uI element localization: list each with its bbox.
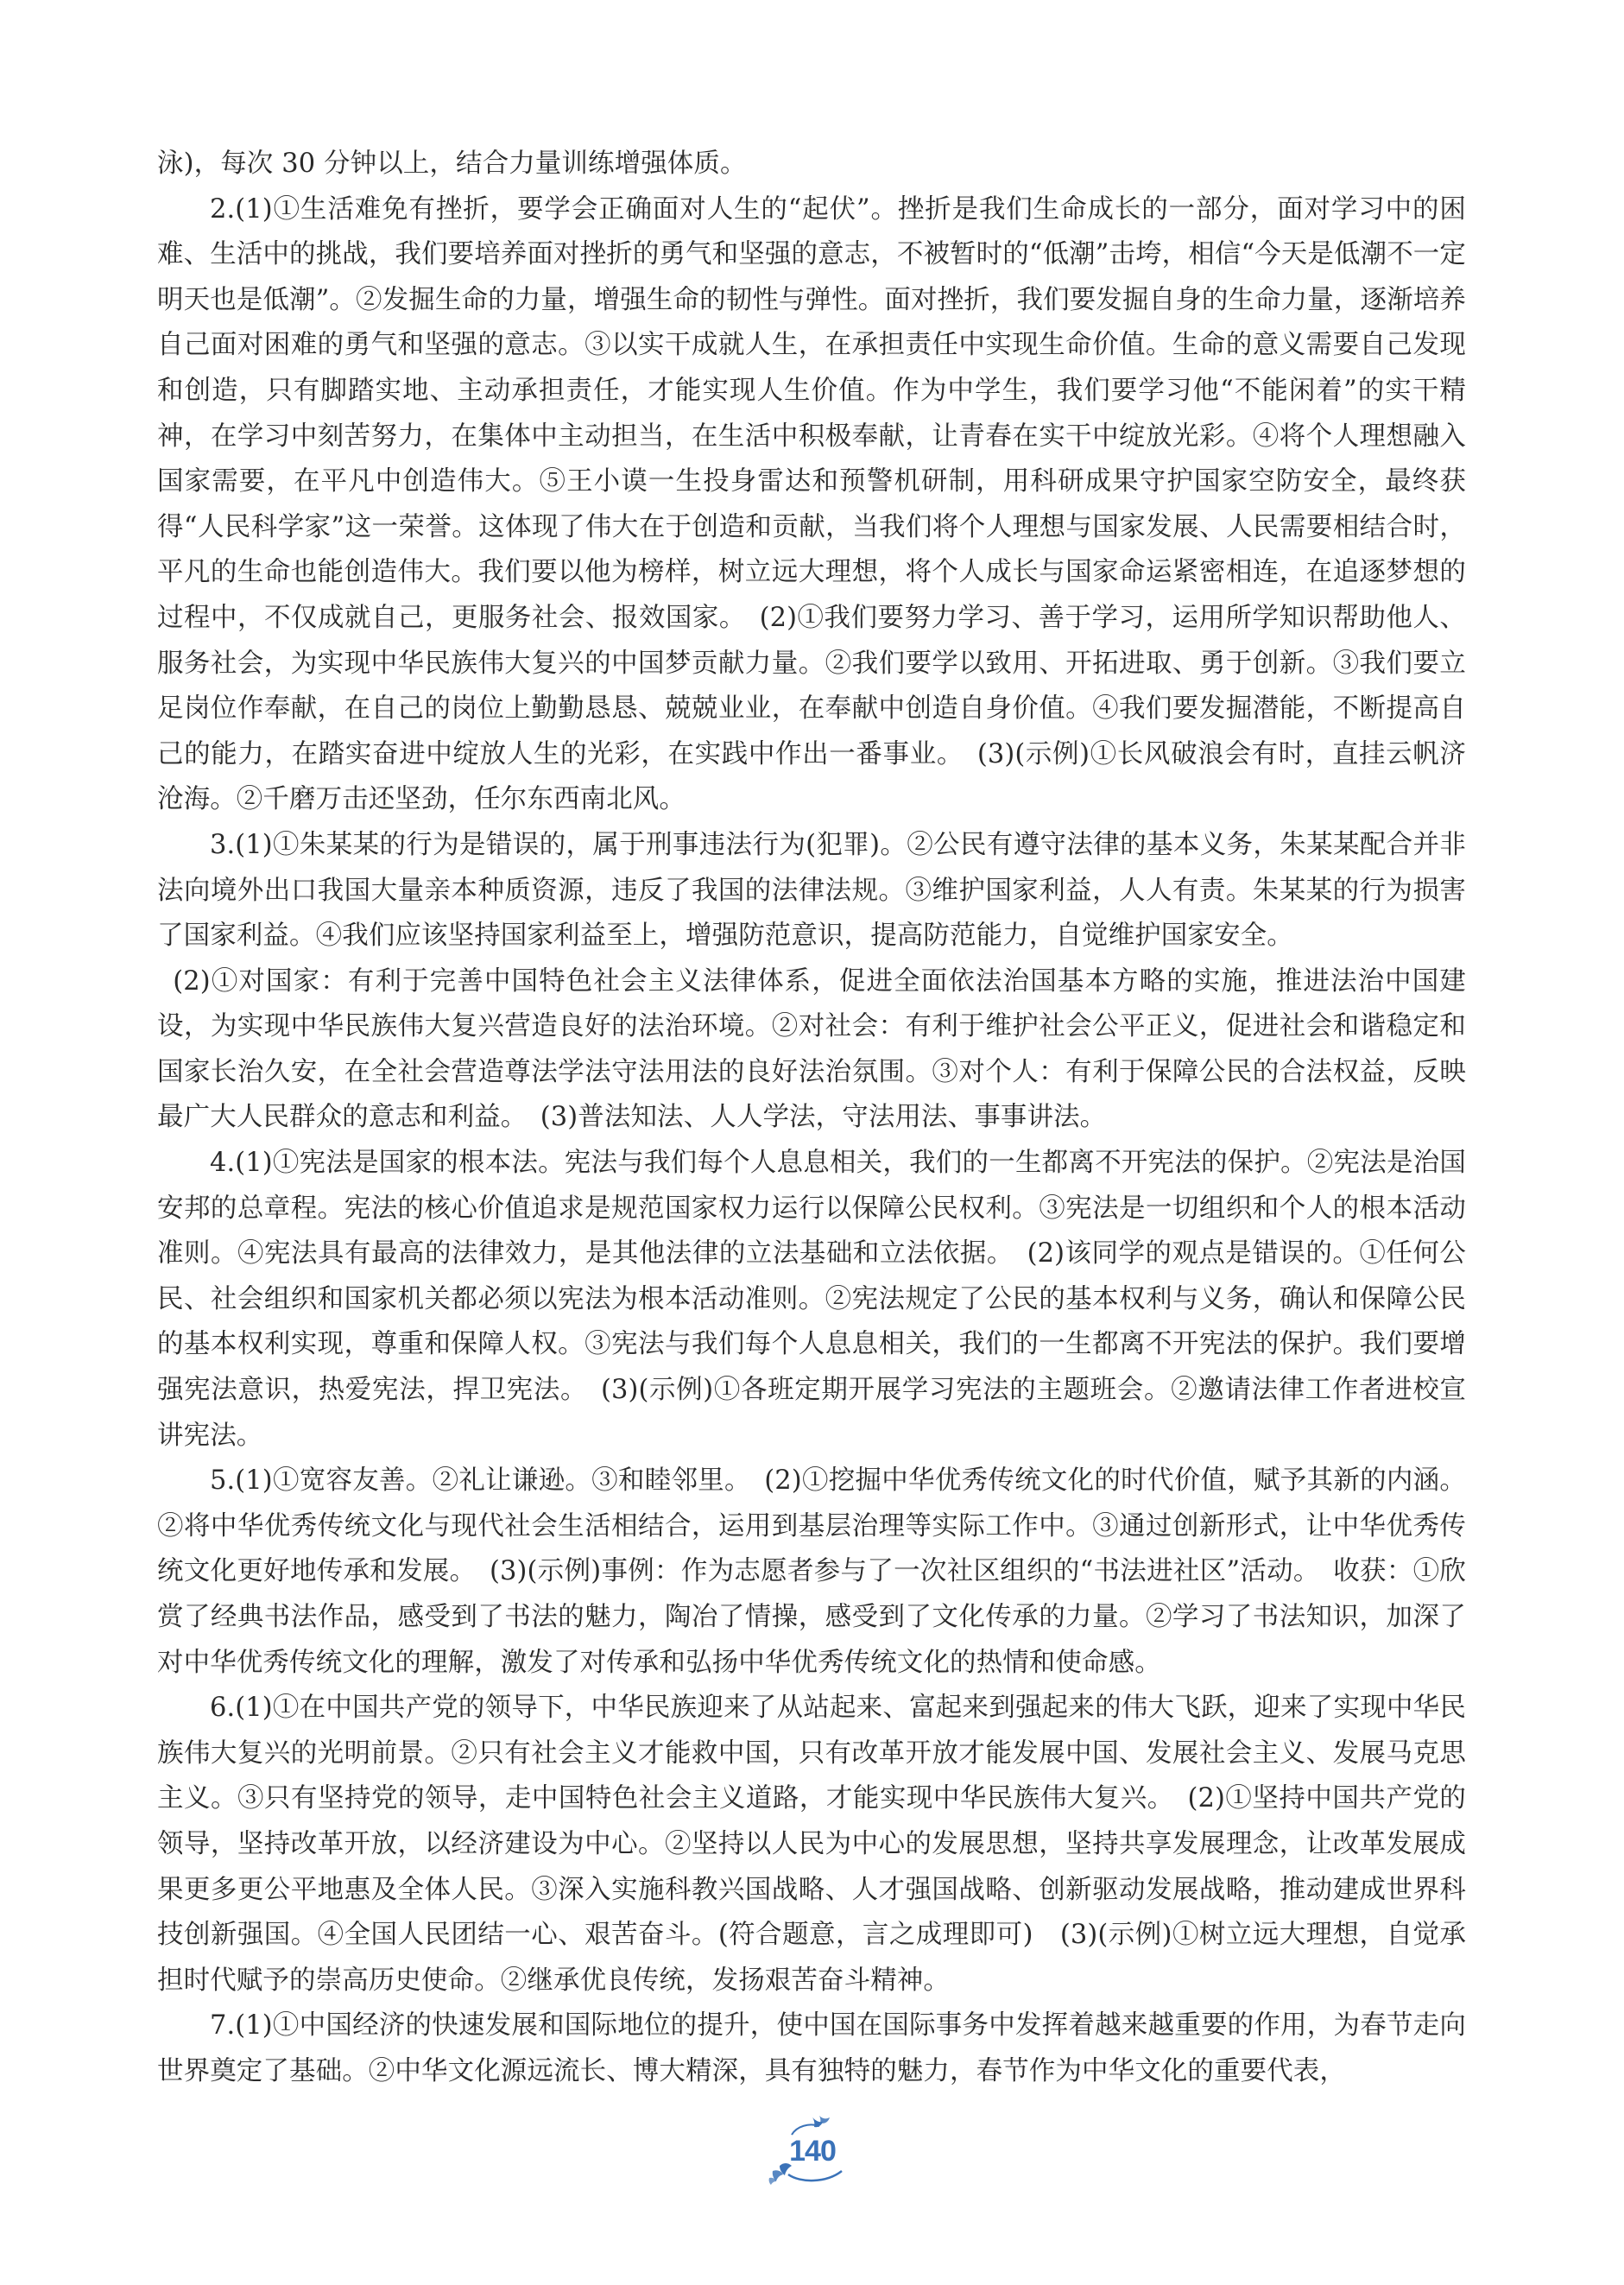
paragraph-answer-2: 2.(1)①生活难免有挫折，要学会正确面对人生的“起伏”。挫折是我们生命成长的一部分，面对学习中的困难、生活中的挑战，我们要培养面对挫折的勇气和坚强的意志，不被暂时的“低潮”击垮，相信“今天是低潮不一定明天也是低潮”。②发掘生命的力量，增强生命的韧性与弹性。面对挫折，我们要发掘自身的生命力量，逐渐培养自己面对困难的勇气和坚强的意志。③以实干成就人生，在承担责任中实现生命价值。生命的意义需要自己发现和创造，只有脚踏实地、主动承担责任，才能实现人生价值。作为中学生，我们要学习他“不能闲着”的实干精神，在学习中刻苦努力，在集体中主动担当，在生活中积极奉献，让青春在实干中绽放光彩。④将个人理想融入国家需要，在平凡中创造伟大。⑤王小谟一生投身雷达和预警机研制，用科研成果守护国家空防安全，最终获得“人民科学家”这一荣誉。这体现了伟大在于创造和贡献，当我们将个人理想与国家发展、人民需要相结合时，平凡的生命也能创造伟大。我们要以他为榜样，树立远大理想，将个人成长与国家命运紧密相连，在追逐梦想的过程中，不仅成就自己，更服务社会、报效国家。 (2)①我们要努力学习、善于学习，运用所学知识帮助他人、服务社会，为实现中华民族伟大复兴的中国梦贡献力量。②我们要学以致用、开拓进取、勇于创新。③我们要立足岗位作奉献，在自己的岗位上勤勤恳恳、兢兢业业，在奉献中创造自身价值。④我们要发掘潜能，不断提高自己的能力，在踏实奋进中绽放人生的光彩，在实践中作出一番事业。 (3)(示例)①长风破浪会有时，直挂云帆济沧海。②千磨万击还坚劲，任尔东西南北风。 [157,193,1466,815]
paragraph-answer-4: 4.(1)①宪法是国家的根本法。宪法与我们每个人息息相关，我们的一生都离不开宪法的保护。②宪法是治国安邦的总章程。宪法的核心价值追求是规范国家权力运行以保障公民权利。③宪法是一切组织和个人的根本活动准则。④宪法具有最高的法律效力，是其他法律的立法基础和立法依据。 (2)该同学的观点是错误的。①任何公民、社会组织和国家机关都必须以宪法为根本活动准则。②宪法规定了公民的基本权利与义务，确认和保障公民的基本权利实现，尊重和保障人权。③宪法与我们每个人息息相关，我们的一生都离不开宪法的保护。我们要增强宪法意识，热爱宪法，捍卫宪法。 (3)(示例)①各班定期开展学习宪法的主题班会。②邀请法律工作者进校宣讲宪法。 [157,1148,1466,1451]
paragraph-answer-6: 6.(1)①在中国共产党的领导下，中华民族迎来了从站起来、富起来到强起来的伟大飞跃，迎来了实现中华民族伟大复兴的光明前景。②只有社会主义才能救中国，只有改革开放才能发展中国、发展社会主义、发展马克思主义。③只有坚持党的领导，走中国特色社会主义道路，才能实现中华民族伟大复兴。 (2)①坚持中国共产党的领导，坚持改革开放，以经济建设为中心。②坚持以人民为中心的发展思想，坚持共享发展理念，让改革发展成果更多更公平地惠及全体人民。③深入实施科教兴国战略、人才强国战略、创新驱动发展战略，推动建成世界科技创新强国。④全国人民团结一心、艰苦奋斗。(符合题意，言之成理即可) (3)(示例)①树立远大理想，自觉承担时代赋予的崇高历史使命。②继承优良传统，发扬艰苦奋斗精神。 [157,1693,1466,1996]
page-footer [0,2114,1624,2192]
paragraph-answer-3-part-2: (2)①对国家：有利于完善中国特色社会主义法律体系，促进全面依法治国基本方略的实施，推进法治中国建设，为实现中华民族伟大复兴营造良好的法治环境。②对社会：有利于维护社会公平正义，促进社会和谐稳定和国家长治久安，在全社会营造尊法学法守法用法的良好法治氛围。③对个人：有利于保障公民的合法权益，反映最广大人民群众的意志和利益。 (3)普法知法、人人学法，守法用法、事事讲法。 [157,965,1466,1133]
page-number: 140 [789,2135,836,2168]
paragraph-answer-5: 5.(1)①宽容友善。②礼让谦逊。③和睦邻里。 (2)①挖掘中华优秀传统文化的时代价值，赋予其新的内涵。②将中华优秀传统文化与现代社会生活相结合，运用到基层治理等实际工作中。③通过创新形式，让中华优秀传统文化更好地传承和发展。 (3)(示例)事例：作为志愿者参与了一次社区组织的“书法进社区”活动。 收获：①欣赏了经典书法作品，感受到了书法的魅力，陶冶了情操，感受到了文化传承的力量。②学习了书法知识，加深了对中华优秀传统文化的理解，激发了对传承和弘扬中华优秀传统文化的热情和使命感。 [157,1465,1466,1678]
paragraph-continuation: 泳)，每次 30 分钟以上，结合力量训练增强体质。 [157,149,747,179]
page-number-badge [762,2114,863,2187]
answer-text-body [157,142,1466,2095]
paragraph-answer-7: 7.(1)①中国经济的快速发展和国际地位的提升，使中国在国际事务中发挥着越来越重要的作用，为春节走向世界奠定了基础。②中华文化源远流长、博大精深，具有独特的魅力，春节作为中华文化的重要代表， [157,2010,1466,2086]
paragraph-answer-3: 3.(1)①朱某某的行为是错误的，属于刑事违法行为(犯罪)。②公民有遵守法律的基本义务，朱某某配合并非法向境外出口我国大量亲本种质资源，违反了我国的法律法规。③维护国家利益，人人有责。朱某某的行为损害了国家利益。④我们应该坚持国家利益至上，增强防范意识，提高防范能力，自觉维护国家安全。 [157,829,1466,952]
